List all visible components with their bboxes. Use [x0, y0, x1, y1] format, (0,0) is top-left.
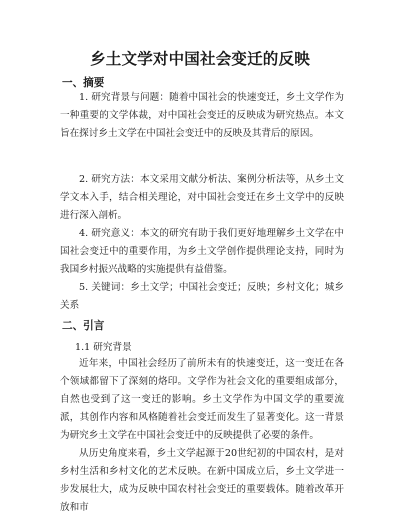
intro-paragraph-1: 近年来，中国社会经历了前所未有的快速变迁，这一变迁在各个领域都留下了深刻的烙印。文学作为社会文化的重要组成部分，自然也受到了这一变迁的影响。乡土文学作为中国文学的重要流派，其创作内容和风格随着社会变迁而发生了显著变化。这一背景为研究乡土文学在中国社会变迁中的反映提供了必要的条件。: [60, 358, 344, 441]
section-heading-introduction: 二、引言: [62, 320, 105, 332]
abstract-paragraph-methods: 2. 研究方法：本文采用文献分析法、案例分析法等，从乡土文学文本入手，结合相关理论，对中国社会变迁在乡土文学中的反映进行深入剖析。: [60, 174, 344, 221]
abstract-paragraph-background: 1. 研究背景与问题：随着中国社会的快速变迁，乡土文学作为一种重要的文学体裁，对中国社会变迁的反映成为研究热点。本文旨在探讨乡土文学在中国社会变迁中的反映及其背后的原因。: [60, 92, 344, 139]
document-title: 乡土文学对中国社会变迁的反映: [90, 49, 310, 68]
intro-paragraph-2: 从历史角度来看，乡土文学起源于20世纪初的中国农村，是对乡村生活和乡村文化的艺术反映。在新中国成立后，乡土文学进一步发展壮大，成为反映中国农村社会变迁的重要载体。随着改革开放和市: [60, 448, 344, 513]
section-heading-abstract: 一、摘要: [62, 77, 105, 89]
abstract-paragraph-keywords: 5. 关键词：乡土文学；中国社会变迁；反映；乡村文化；城乡关系: [60, 282, 344, 311]
subsection-heading-background: 1.1 研究背景: [75, 342, 132, 353]
abstract-paragraph-significance: 4. 研究意义：本文的研究有助于我们更好地理解乡土文学在中国社会变迁中的重要作用，为乡土文学创作提供理论支持，同时为我国乡村振兴战略的实施提供有益借鉴。: [60, 228, 344, 275]
